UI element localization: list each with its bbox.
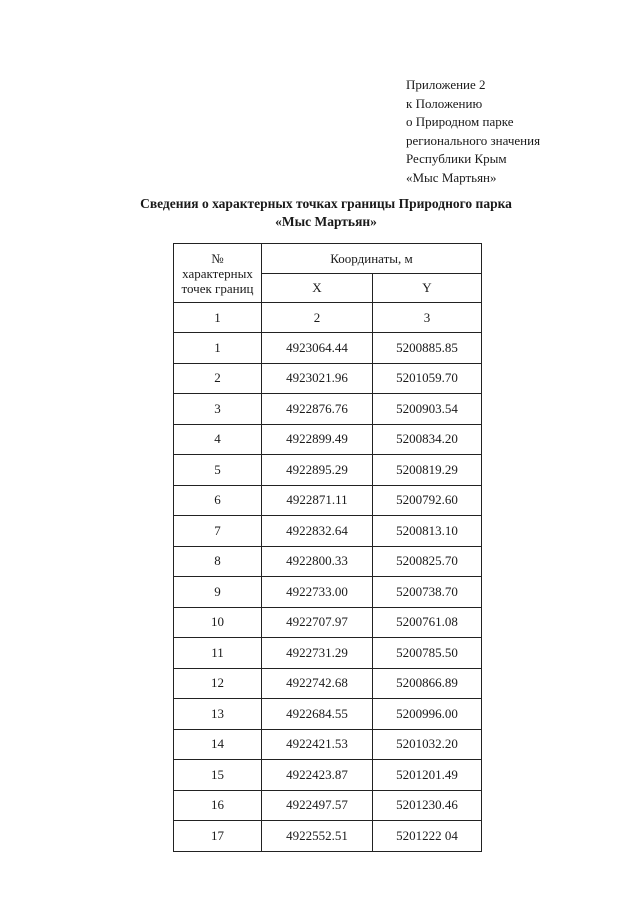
table-row: [174, 455, 482, 486]
x-coordinate-cell: 4922684.55: [262, 699, 373, 730]
appendix-note: [406, 76, 540, 187]
point-number-cell: 9: [174, 577, 262, 608]
x-coordinate-cell: 4922800.33: [262, 546, 373, 577]
x-coordinate-cell: 4922707.97: [262, 607, 373, 638]
table-row: [174, 729, 482, 760]
coordinates-header: Координаты, м: [262, 244, 482, 274]
appendix-line: к Положению: [406, 95, 483, 111]
point-number-header-line: характерных: [182, 265, 253, 281]
y-coordinate-cell: 5200903.54: [373, 394, 482, 425]
appendix-line: Республики Крым: [406, 151, 507, 166]
y-coordinate-cell: 5200819.29: [373, 455, 482, 486]
y-coordinate-cell: 5200785.50: [373, 638, 482, 669]
y-coordinate-cell: 5200825.70: [373, 546, 482, 577]
y-coordinate-cell: 5201230.46: [373, 790, 482, 821]
point-number-cell: 4: [174, 424, 262, 455]
y-coordinate-cell: 5200834.20: [373, 424, 482, 455]
table-row: [174, 546, 482, 577]
y-coordinate-cell: 5200866.89: [373, 668, 482, 699]
y-coordinate-cell: 5200761.08: [373, 607, 482, 638]
x-coordinate-cell: 4922895.29: [262, 455, 373, 486]
appendix-line: Приложение 2: [406, 77, 486, 92]
point-number-header-line: №: [211, 250, 224, 266]
table-row: [174, 607, 482, 638]
appendix-line: регионального значения: [406, 132, 541, 148]
x-coordinate-cell: 4922899.49: [262, 424, 373, 455]
point-number-cell: 2: [174, 363, 262, 394]
table-row: [174, 638, 482, 669]
x-coordinate-cell: 4922876.76: [262, 394, 373, 425]
table-row: [174, 516, 482, 547]
x-coordinate-cell: 4923064.44: [262, 333, 373, 364]
table-row: [174, 577, 482, 608]
point-number-cell: 15: [174, 760, 262, 791]
point-number-header-line: точек границ: [181, 280, 254, 296]
point-number-cell: 1: [174, 333, 262, 364]
y-coordinate-cell: 5201201.49: [373, 760, 482, 791]
y-coordinate-cell: 5201059.70: [373, 363, 482, 394]
column-index-cell: 1: [174, 303, 262, 333]
x-coordinate-cell: 4922742.68: [262, 668, 373, 699]
appendix-line: «Мыс Мартьян»: [406, 169, 497, 185]
document-title-line: Сведения о характерных точках границы Природного парка: [140, 196, 512, 211]
point-number-cell: 13: [174, 699, 262, 730]
x-header: X: [262, 274, 373, 303]
y-coordinate-cell: 5200885.85: [373, 333, 482, 364]
point-number-cell: 14: [174, 729, 262, 760]
document-title: [100, 195, 552, 231]
appendix-line: о Природном парке: [406, 114, 514, 129]
point-number-cell: 16: [174, 790, 262, 821]
x-coordinate-cell: 4922871.11: [262, 485, 373, 516]
table-row: [174, 699, 482, 730]
point-number-cell: 17: [174, 821, 262, 852]
x-coordinate-cell: 4923021.96: [262, 363, 373, 394]
table-row: [174, 485, 482, 516]
point-number-cell: 5: [174, 455, 262, 486]
point-number-cell: 11: [174, 638, 262, 669]
x-coordinate-cell: 4922421.53: [262, 729, 373, 760]
point-number-header: [174, 244, 262, 303]
point-number-cell: 10: [174, 607, 262, 638]
column-index-row: [174, 303, 482, 333]
point-number-cell: 7: [174, 516, 262, 547]
x-coordinate-cell: 4922423.87: [262, 760, 373, 791]
table-header-row: [174, 244, 482, 274]
table-row: [174, 424, 482, 455]
y-header: Y: [373, 274, 482, 303]
y-coordinate-cell: 5200738.70: [373, 577, 482, 608]
point-number-cell: 12: [174, 668, 262, 699]
point-number-cell: 8: [174, 546, 262, 577]
table-row: [174, 668, 482, 699]
table-row: [174, 394, 482, 425]
y-coordinate-cell: 5200996.00: [373, 699, 482, 730]
x-coordinate-cell: 4922731.29: [262, 638, 373, 669]
y-coordinate-cell: 5200792.60: [373, 485, 482, 516]
x-coordinate-cell: 4922832.64: [262, 516, 373, 547]
boundary-points-table: [173, 243, 482, 852]
column-index-cell: 3: [373, 303, 482, 333]
table-row: [174, 363, 482, 394]
document-title-line: «Мыс Мартьян»: [275, 214, 377, 229]
table-row: [174, 790, 482, 821]
table-row: [174, 821, 482, 852]
table-row: [174, 333, 482, 364]
column-index-cell: 2: [262, 303, 373, 333]
point-number-cell: 6: [174, 485, 262, 516]
y-coordinate-cell: 5201032.20: [373, 729, 482, 760]
y-coordinate-cell: 5200813.10: [373, 516, 482, 547]
x-coordinate-cell: 4922733.00: [262, 577, 373, 608]
x-coordinate-cell: 4922497.57: [262, 790, 373, 821]
table-row: [174, 760, 482, 791]
x-coordinate-cell: 4922552.51: [262, 821, 373, 852]
point-number-cell: 3: [174, 394, 262, 425]
y-coordinate-cell: 5201222 04: [373, 821, 482, 852]
